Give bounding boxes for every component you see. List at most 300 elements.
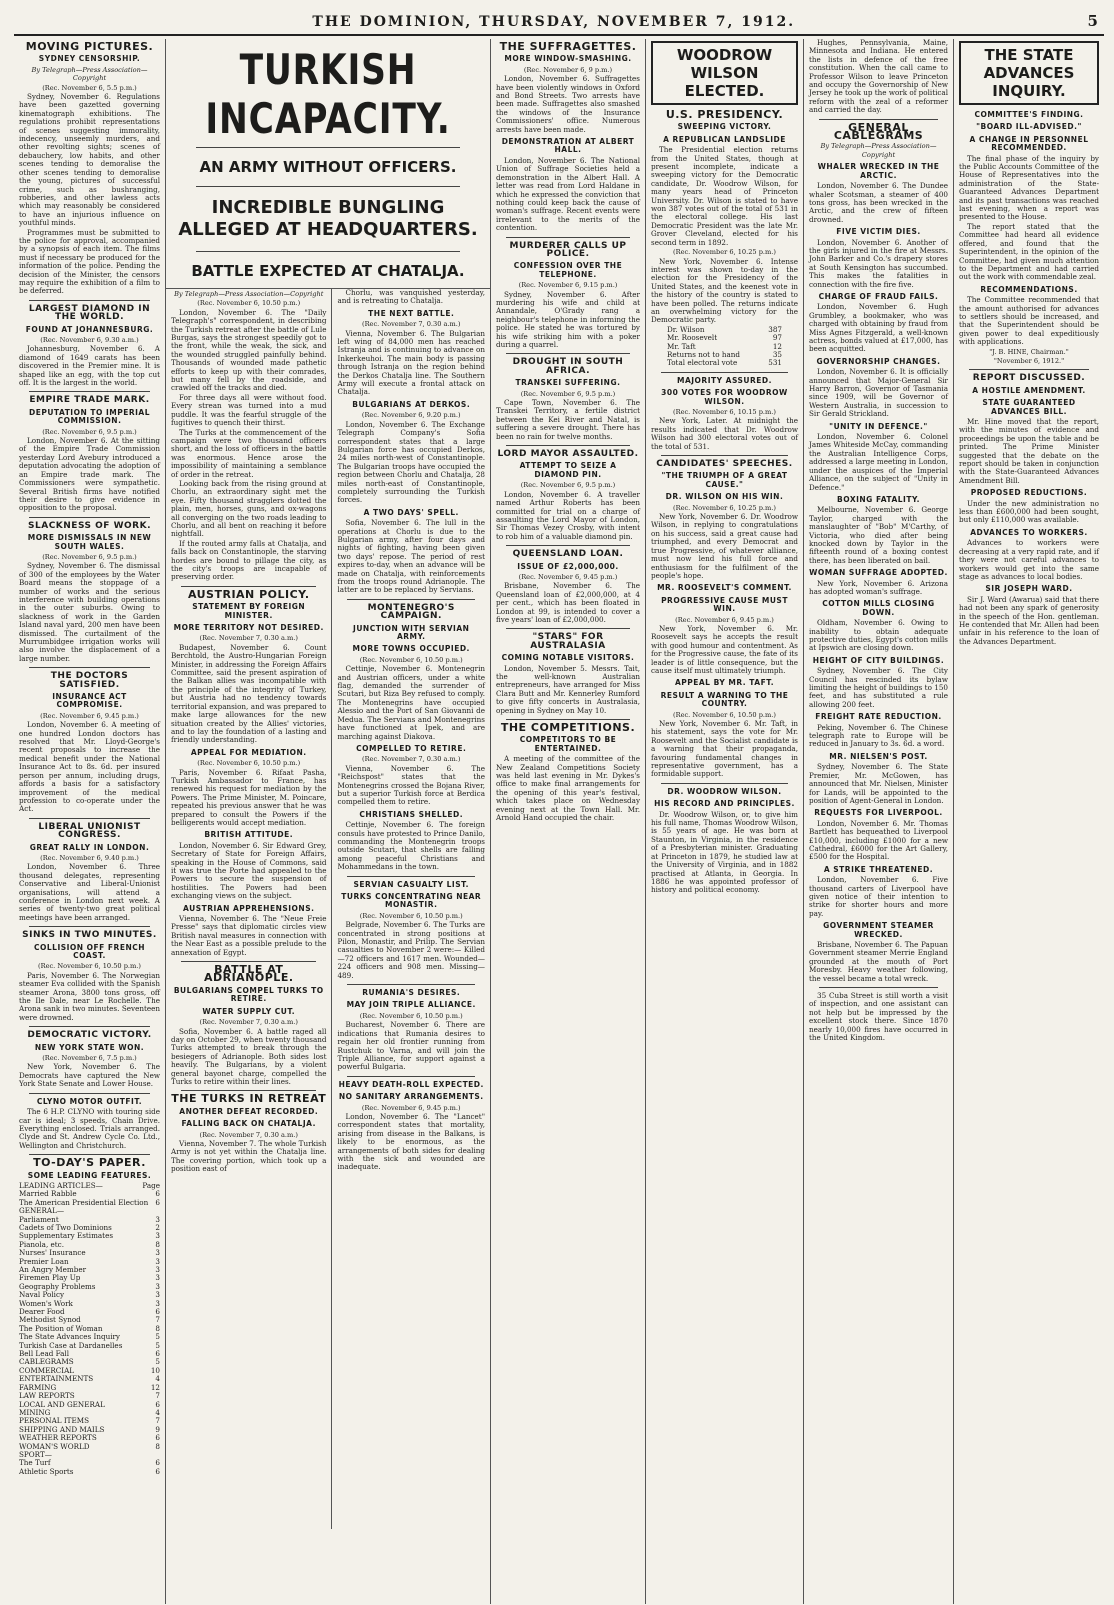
received-line: (Rec. November 6, 10.25 p.m.) [673, 503, 776, 512]
index-page: 3 [155, 1248, 160, 1258]
received-line: (Rec. November 6, 10.25 p.m.) [673, 248, 776, 257]
heading-fire-victim: FIVE VICTIM DIES. [836, 227, 921, 237]
heading-drought: DROUGHT IN SOUTH AFRICA. [512, 357, 624, 376]
divider [29, 1093, 150, 1094]
divider [29, 300, 150, 301]
index-label: Naval Policy [19, 1290, 65, 1300]
heading-montenegro-campaign: MONTENEGRO'S CAMPAIGN. [367, 602, 455, 622]
subheading-wilson-win: DR. WILSON ON HIS WIN. [665, 492, 784, 502]
subheadline-army-without-officers: AN ARMY WITHOUT OFFICERS. [199, 158, 457, 176]
divider [506, 353, 630, 354]
article-paragraph: If the routed army falls at Chatalja, and falls back on Constantinople, the starving hordes are bound to pillage the city, as the city's troops are incapable of preserving order. [171, 538, 327, 582]
subheading-hostile-amendment: A HOSTILE AMENDMENT. [972, 385, 1086, 395]
subheading-water-supply: WATER SUPPLY CUT. [202, 1006, 296, 1016]
vote-candidate: Total electoral vote [667, 358, 738, 368]
article-paragraph: Sydney, November 6. The dismissal of 300 of the employees by the Water Board means the stoppage of a number of works and the serious interference with building operations in the outer suburbs. Owing to slackness of work in the Garden Island naval yard, 200 men have been dismissed. The curtailment of the Murrumbidgee irrigation works will also involve the displacement of a large number. [19, 561, 160, 663]
subheading-dismissals: MORE DISMISSALS IN NEW SOUTH WALES. [27, 533, 152, 551]
subheading-warning: RESULT A WARNING TO THE COUNTRY. [660, 690, 789, 709]
divider [29, 926, 150, 927]
divider [29, 818, 150, 819]
page-number: 5 [1087, 12, 1098, 30]
index-page: 6 [155, 1458, 160, 1468]
article-paragraph: Paris, November 6. Rifaat Pasha, Turkish Ambassador to France, has renewed his request for mediation by the Powers. The Prime Minister, M. Poincare, repeated his previous answer that he was prepared to consult the Powers if the belligerents would accept mediation. [171, 767, 327, 827]
article-paragraph: For three days all were without food. Every strean was turned into a mud puddle. It was the fearful struggle of the fugitives to quench their thirst. [171, 392, 327, 428]
index-page: 3 [155, 1273, 160, 1283]
subheading-falling-back: FALLING BACK ON CHATALJA. [181, 1119, 316, 1129]
article-paragraph: Vienna, November 6. The "Reichspost" states that the Montenegrins crossed the Bojana River, but a superior Turkish force at Berdica compelled them to retire. [337, 763, 485, 807]
subheading-board-ill-advised: "BOARD ILL-ADVISED." [976, 122, 1082, 132]
article-paragraph: Looking back from the rising ground at Chorlu, an extraordinary sight met the eye. Fifty thousand stragglers dotted the plain, men, horses, guns, and ox-wagons all converging on the two roads leading to Chorlu, and all bent on reaching it before nightfall. [171, 478, 327, 539]
article-paragraph: London, November 6. Suffragettes have been violently windows in Oxford and Bond Streets. Two arrests have been made. Suffragettes also smashed the windows of the Insurance Commissioners' office. Numerous arrests have been made. [496, 74, 640, 134]
received-line: (Rec. November 6, 10.50 p.m.) [197, 299, 301, 308]
divider [29, 391, 150, 392]
divider [819, 987, 938, 988]
subheading-territory: MORE TERRITORY NOT DESIRED. [173, 623, 324, 633]
article-paragraph: Chorlu, was vanquished yesterday, and is retreating to Chatalja. [337, 289, 485, 306]
heading-todays-paper: TO-DAY'S PAPER. [33, 1156, 146, 1170]
heading-unity-defence: "UNITY IN DEFENCE." [829, 421, 928, 431]
article-paragraph: Melbourne, November 6. George Taylor, charged with the manslaughter of "Bob" M'Carthy, of Victoria, who died after being knocked down by Taylor in the fifteenth round of a boxing contest there, has been liberated on bail. [809, 505, 948, 565]
subheading-transkei: TRANSKEI SUFFERING. [515, 378, 621, 388]
article-paragraph: The final phase of the inquiry by the Public Accounts Committee of the House of Representatives into the administration of the State-Guaranteed Advances Department and its past transactions was reached last evening, when a report was presented to the House. [959, 153, 1099, 222]
heading-charge-fraud: CHARGE OF FRAUD FAILS. [818, 291, 939, 301]
column-7 [954, 39, 1104, 1604]
article-paragraph: New York, November 6. The Democrats have captured the New York State Senate and Lower House. [19, 1062, 160, 1089]
index-label: Cadets of Two Dominions [19, 1222, 112, 1232]
heading-democratic-victory: DEMOCRATIC VICTORY. [27, 1030, 152, 1041]
turkish-section [166, 39, 491, 1604]
article-paragraph: New York, November 6. Dr. Woodrow Wilson, in replying to congratulations on his success, said a great cause had triumphed, and every Democrat and true Progressive, of whatever alliance, must now lend his full force and enthusiasm for the fulfilment of the people's hope. [651, 512, 798, 580]
divider [181, 1090, 316, 1091]
subheading-more-towns: MORE TOWNS OCCUPIED. [352, 644, 470, 654]
subheading-great-rally: GREAT RALLY IN LONDON. [29, 842, 150, 852]
article-paragraph: Sydney, November 6. The State Premier, Mr. McGowen, has announced that Mr. Nielsen, Minister for Lands, will be appointed to the position of Agent-General in London. [809, 762, 948, 805]
article-paragraph: London, November 6. The Exchange Telegraph Company's Sofia correspondent states that a large Bulgarian force has occupied Derkos, 24 miles north-west of Constantinople. The Bulgarian troops have occupied the region between Chorlu and Chatalja, 28 miles north-east of Constantinople, completely surrounding the Turkish forces. [337, 419, 485, 505]
column-2 [166, 289, 332, 1529]
article-paragraph: Sydney, November 6. After murdering his wife and child at Annandale, O'Grady rang a neighbour's telephone in informing the police. He stated he was tortured by his wife striking him with a poker during a quarrel. [496, 289, 640, 349]
index-page: 5 [155, 1332, 160, 1342]
divider [347, 876, 475, 877]
index-label: Parliament [19, 1214, 59, 1224]
received-line: (Rec. November 6, 9.5 p.m.) [42, 552, 137, 561]
index-label: The Position of Woman [19, 1323, 103, 1333]
divider [29, 517, 150, 518]
received-line: (Rec. November 6, 9.30 a.m.) [40, 336, 139, 344]
vote-candidate: Returns not to hand [667, 349, 740, 359]
index-page: 7 [155, 1416, 160, 1426]
received-line: (Rec. November 6, 9.45 p.m.) [518, 572, 618, 581]
index-page: 5 [155, 1340, 160, 1350]
subheading-advances-bill: STATE GUARANTEED ADVANCES BILL. [982, 398, 1076, 416]
heading-freight-rate: FREIGHT RATE REDUCTION. [815, 712, 942, 722]
received-line: (Rec. November 7, 0.30 a.m.) [199, 1130, 298, 1139]
subheading-sydney-censorship: SYDNEY CENSORSHIP. [38, 54, 141, 64]
article-paragraph: London, November 6. Another of the girls injured in the fire at Messrs. John Barker and Co.'s drapery stores at South Kensington has succumbed. This makes the fatalities in connection with the fire five. [809, 237, 948, 289]
date-line: "November 6, 1912." [993, 356, 1065, 365]
divider [347, 1076, 475, 1077]
heading-queensland-loan: QUEENSLAND LOAN. [512, 549, 624, 560]
subheadline-incredible-bungling: INCREDIBLE BUNGLING ALLEGED AT HEADQUARTERS. [178, 197, 478, 240]
article-paragraph: London, November 6. Three thousand delegates, representing Conservative and Liberal-Unionist organisations, will attend a conference in London next week. A series of twenty-two great political meetings have been arranged. [19, 862, 160, 922]
heading-british-attitude: BRITISH ATTITUDE. [204, 830, 294, 840]
divider [506, 237, 630, 238]
article-paragraph: Brisbane, November 6. The Queensland loan of £2,000,000, at 4 per cent., which has been floated in London at 99, is intended to cover a five years' loan of £2,000,000. [496, 581, 640, 624]
article-paragraph: New York, November 6. Mr. Roosevelt says he accepts the result with good humour and contentment. As for the Progressive cause, the fate of its leader is of little consequence, but the cause itself must ultimately triumph. [651, 623, 798, 675]
article-paragraph: Cape Town, November 6. The Transkei Territory, a fertile district between the Kei River and Natal, is suffering a severe drought. There has been no rain for twelve months. [496, 398, 640, 441]
divider [181, 586, 316, 587]
index-label: MINING [19, 1407, 51, 1417]
index-page: 3 [155, 1265, 160, 1274]
received-line: (Rec. November 6, 9.15 p.m.) [518, 281, 618, 290]
subheading-window-smashing: MORE WINDOW-SMASHING. [504, 54, 632, 64]
divider [819, 119, 938, 120]
subheading-new-york-state: NEW YORK STATE WON. [34, 1042, 145, 1052]
index-label: Athletic Sports [19, 1466, 74, 1476]
received-line: (Rec. November 6, 10.50 p.m.) [197, 759, 301, 768]
article-paragraph: New York, November 6. Intense interest was shown to-day in the election for the Presidency of the United States, and the keenest vote in the history of the country is stated to have been polled. The returns indicate an overwhelming victory for the Democratic party. [651, 256, 798, 325]
subheading-another-defeat: ANOTHER DEFEAT RECORDED. [179, 1106, 319, 1116]
received-line: (Rec. November 6, 9.45 p.m.) [675, 615, 774, 624]
article-paragraph: Sofia, November 6. The lull in the operations at Chorlu is due to the Bulgarian army, after four days and nights of fighting, having been given two days' repose. The period of rest expires to-day, when an advance will be made on Chatalja, with reinforcements from the troops round Adrianople. The latter are to be replaced by Servians. [337, 518, 485, 595]
divider [661, 372, 788, 373]
index-page: 3 [155, 1231, 160, 1241]
heading-recommendations: RECOMMENDATIONS. [980, 284, 1078, 294]
index-label: GENERAL— [19, 1206, 65, 1216]
divider [29, 1154, 150, 1155]
index-page: 6 [155, 1349, 160, 1359]
article-paragraph: London, November 6. Mr. Thomas Bartlett has bequeathed to Liverpool £10,000, including £1000 for a new Cathedral, £6000 for the Art Gallery, £500 for the Hospital. [809, 818, 948, 862]
article-paragraph: Belgrade, November 6. The Turks are concentrated in strong positions at Pilon, Monastir, and Prilip. The Servian casualties to November 2 were:— Killed—72 officers and 1617 men. Wounded—224 officers and 908 men. Missing—489. [337, 920, 485, 980]
index-label: SPORT— [19, 1449, 52, 1459]
article-paragraph: London, November 6. The National Union of Suffrage Societies held a demonstration in the Albert Hall. A letter was read from Lord Haldane in which he expressed the conviction that nothing could keep back the cause of woman's suffrage. Recent events were irrelevant to the merits of the contention. [496, 155, 640, 233]
heading-austrian-apprehensions: AUSTRIAN APPREHENSIONS. [183, 903, 315, 913]
index-label: LOCAL AND GENERAL [19, 1399, 105, 1409]
heading-turks-in-retreat: THE TURKS IN RETREAT [171, 1092, 327, 1106]
article-paragraph: New York, November 6. Arizona has adopted woman's suffrage. [809, 578, 948, 596]
article-paragraph: Sir J. Ward (Awarua) said that there had not been any spark of generosity in the speech of the Hon. gentleman. He contended that Mr. Allen had been unfair in his reference to the loan of the Advances Department. [959, 594, 1099, 646]
article-paragraph: Sydney, November 6. Regulations have been gazetted governing kinematograph exhibitions. The regulations prohibit representations of scenes suggesting immorality, indecency, unseemly murders, and other revolting sights; scenes of debauchery, low habits, and other scenes tending to demoralise the other scenes tending to demoralise the young, pictures of successful crime, such as bushranging, robberies, and other lawless acts which may reasonably be considered to have an injurious influence on youthful minds. [19, 92, 160, 228]
advert-clyno-text: The 6 H.P. CLYNO with touring side car is ideal; 3 speeds, Chain Drive. Everything enclosed. Trials arranged. Clyde and St. Andrew Cycle Co. Ltd., Wellington and Christchurch. [19, 1107, 160, 1150]
vote-count: 35 [772, 349, 782, 359]
index-label: Geography Problems [19, 1281, 96, 1291]
heading-albert-hall: DEMONSTRATION AT ALBERT HALL. [501, 137, 635, 155]
index-page: 3 [155, 1298, 160, 1308]
subheading-issue: ISSUE OF £2,000,000. [517, 561, 619, 571]
received-line: (Rec. November 6, 9.5 p.m.) [42, 427, 137, 436]
index-label: Nurses' Insurance [19, 1248, 86, 1258]
article-paragraph: London, November 6. Sir Edward Grey, Secretary of State for Foreign Affairs, speaking in the House of Commons, said it was true the Porte had appealed to the Powers to secure the suspension of hostilities. The Powers had been exchanging views on the subject. [171, 840, 327, 901]
heading-boxing-fatality: BOXING FATALITY. [837, 494, 920, 504]
divider [29, 667, 150, 668]
vote-candidate: Dr. Wilson [667, 324, 705, 334]
subheading-change-personnel: A CHANGE IN PERSONNEL RECOMMENDED. [969, 134, 1089, 153]
article-paragraph: Sydney, November 6. The City Council has rescinded its bylaw limiting the height of buildings to 150 feet, and has substituted a rule allowing 200 feet. [809, 666, 948, 709]
subheading-triple-alliance: MAY JOIN TRIPLE ALLIANCE. [346, 1000, 476, 1010]
heading-governorship: GOVERNORSHIP CHANGES. [816, 356, 941, 366]
divider [506, 628, 630, 629]
article-paragraph: Oldham, November 6. Owing to inability to obtain adequate protective duties, Egypt's cotton mills at Ipswich are closing down. [809, 618, 948, 653]
article-paragraph: 35 Cuba Street is still worth a visit of inspection, and one assistant can not help but be impressed by the excellent stock there. Since 1870 nearly 10,000 fires have occurred in the United Kingdom. [809, 991, 948, 1043]
vote-count: 12 [772, 341, 782, 351]
index-page: 5 [155, 1357, 160, 1367]
heading-proposed-reductions: PROPOSED REDUCTIONS. [970, 488, 1088, 498]
subheading-progressive-cause: PROGRESSIVE CAUSE MUST WIN. [661, 595, 788, 614]
headline-state-advances-inquiry: THE STATE ADVANCES INQUIRY. [959, 41, 1099, 105]
heading-servian-casualty: SERVIAN CASUALTY LIST. [353, 879, 469, 889]
article-paragraph: Budapest, November 6. Count Berchtold, the Austro-Hungarian Foreign Minister, in addressing the Foreign Affairs Committee, said the present aspiration of the Balkan allies was incompatible with the principle of the integrity of Turkey, but Austria had no tendency towards territorial expansion, and was prepared to make large allowances for the new situation created by the Allies' victories, and to lay the foundation of a lasting and friendly understanding. [171, 642, 327, 745]
heading-murderer: MURDERER CALLS UP POLICE. [509, 240, 627, 259]
article-paragraph: London, November 6. It is officially announced that Major-General Sir Harry Barron, Governor of Tasmania since 1909, will be Governor of Western Australia, in succession to Sir Gerald Strickland. [809, 367, 948, 419]
article-paragraph: New York, November 6. Mr. Taft, in his statement, says the vote for Mr. Roosevelt and the Socialist candidate is a warning that their propaganda, favouring fundamental changes in representative government, has a formidable support. [651, 719, 798, 779]
received-line: (Rec. November 6, 9.40 p.m.) [40, 853, 139, 862]
vote-count: 531 [768, 358, 782, 368]
article-paragraph: Hughes, Pennsylvania, Maine, Minnesota and Indiana. He entered the lists in defence of the free constitution. When the call came to Professor Wilson to leave Princeton and occupy the Governorship of New Jersey he took up the work of political reform with the zeal of a reformer and carried the day. [809, 39, 948, 115]
byline: By Telegraph—Press Association—Copyright [174, 290, 324, 298]
divider [196, 147, 460, 148]
article-paragraph: London, November 6. Hugh Grumbley, a bookmaker, who was charged with obtaining by fraud from Miss Agnes Fitzgerald, a well-known actress, bonds valued at £17,000, has been acquitted. [809, 302, 948, 354]
article-paragraph: Sofia, November 6. A battle raged all day on October 29, when twenty thousand Turks attempted to break through the besiegers of Adrianople. Both sides lost heavily. The Bulgarians, by a violent general bayonet charge, compelled the Turks to retire within their lines. [171, 1026, 327, 1086]
article-paragraph: London, November 6. Five thousand carters of Liverpool have given notice of their intention to strike for shorter hours and more pay. [809, 875, 948, 918]
article-paragraph: Vienna, November 6. The "Neue Freie Presse" says that diplomatic circles view British naval measures in connection with the Near East as a possible prelude to the annexation of Egypt. [171, 914, 327, 957]
article-paragraph: Dr. Woodrow Wilson, or, to give him his full name, Thomas Woodrow Wilson, is 55 years of age. He was born at Staunton, in Virginia, in the residence of a Presbyterian minister. Graduating at Princeton in 1879, he studied law at the University of Virginia, and in 1882 practised at Atlanta, in Georgia. In 1886 he was appointed professor of history and political economy. [651, 809, 798, 895]
index-page: 4 [155, 1407, 160, 1417]
heading-christians-shelled: CHRISTIANS SHELLED. [359, 809, 464, 819]
masthead [14, 10, 1104, 36]
divider [347, 984, 475, 985]
received-line: (Rec. November 6, 10.50 p.m.) [38, 962, 141, 971]
heading-heavy-death-roll: HEAVY DEATH-ROLL EXPECTED. [338, 1079, 484, 1089]
index-label: Methodist Synod [19, 1315, 81, 1325]
heading-requests-liverpool: REQUESTS FOR LIVERPOOL. [814, 808, 943, 818]
divider [661, 783, 788, 784]
index-page: 8 [155, 1323, 160, 1333]
column-5 [646, 39, 804, 1604]
heading-next-battle: THE NEXT BATTLE. [368, 308, 455, 318]
index-label: Premier Loan [19, 1256, 69, 1266]
article-paragraph: London, November 6. The "Daily Telegraph's" correspondent, in describing the Turkish retreat after the battle of Lule Burgas, says the strongest speedily got to the front, while the weak, the sick, and the wounded struggled painfully behind. Thousands of wounded made pathetic efforts to keep up with their comrades, but many fell by the roadside, and crawled off the tracks and died. [171, 307, 327, 393]
heading-empire-trade-mark: EMPIRE TRADE MARK. [29, 395, 150, 406]
divider [969, 369, 1089, 370]
column-6 [804, 39, 954, 1604]
advert-clyno-heading: CLYNO MOTOR OUTFIT. [36, 1096, 143, 1106]
index-page: 8 [155, 1441, 160, 1451]
heading-city-buildings: HEIGHT OF CITY BUILDINGS. [812, 655, 945, 665]
divider [506, 719, 630, 720]
heading-advances-workers: ADVANCES TO WORKERS. [970, 527, 1088, 537]
heading-appeal-mediation: APPEAL FOR MEDIATION. [190, 747, 307, 757]
index-label: The Turf [19, 1458, 51, 1468]
heading-dr-woodrow-wilson: DR. WOODROW WILSON. [667, 786, 782, 796]
index-label: The State Advances Inquiry [19, 1332, 120, 1342]
article-paragraph: Brisbane, November 6. The Papuan Government steamer Merrie England grounded at the mouth of Port Moresby. Heavy weather following, the vessel became a total wreck. [809, 940, 948, 983]
electoral-vote-table [651, 326, 798, 368]
index-page: 6 [155, 1197, 160, 1207]
article-paragraph: A meeting of the committee of the New Zealand Competitions Society was held last evening in Mr. Dykes's office to make final arrangements for the opening of this year's festival, which takes place on Wednesday evening next at the Town Hall. Mr. Arnold Hand occupied the chair. [496, 754, 640, 823]
article-paragraph: New York, Later. At midnight the results indicated that Dr. Woodrow Wilson had 300 electoral votes out of the total of 531. [651, 416, 798, 451]
article-paragraph: The Committee recommended that the amount authorised for advances to settlers should be increased, and that the Superintendent should be given power to deal expeditiously with applications. [959, 295, 1099, 347]
index-label: PERSONAL ITEMS [19, 1416, 90, 1426]
received-line: (Rec. November 6, 9.20 p.m.) [361, 411, 461, 420]
received-line: (Rec. November 6, 9.45 p.m.) [40, 711, 139, 720]
received-line: (Rec. November 6, 9.5 p.m.) [520, 389, 616, 398]
heading-suffragettes: THE SUFFRAGETTES. [499, 40, 637, 53]
article-paragraph: Programmes must be submitted to the police for approval, accompanied by a synopsis of each item. The films must if necessary be produced for the information of the police. Pending the decision of the Minister, the censors may require the exhibition of a film to be deferred. [19, 227, 160, 296]
divider [196, 186, 460, 187]
index-label: COMMERCIAL [19, 1365, 75, 1375]
subheading-great-cause: "THE TRIUMPH OF A GREAT CAUSE." [661, 471, 788, 489]
index-label: CABLEGRAMS [19, 1357, 74, 1367]
index-label: Married Rabble [19, 1189, 77, 1199]
subheading-insurance-act: INSURANCE ACT COMPROMISE. [52, 692, 127, 710]
heading-lord-mayor: LORD MAYOR ASSAULTED. [497, 449, 639, 460]
index-label: Bell Lead Fall [19, 1349, 69, 1359]
article-paragraph: The report stated that the Committee had heard all evidence offered, and found that the Superintendent, in the opinion of the Committee, had given much attention to the Department and had carried out the work with commendable zeal. [959, 221, 1099, 282]
index-label: SHIPPING AND MAILS [19, 1424, 105, 1434]
heading-largest-diamond: LARGEST DIAMOND IN THE WORLD. [28, 303, 151, 323]
index-page: 6 [155, 1307, 160, 1317]
subheading-sweeping-victory: SWEEPING VICTORY. [677, 122, 772, 132]
article-paragraph: London, November 6. The Dundee whaler Scotsman, a steamer of 400 tons gross, has been wrecked in the Arctic, and the crew of fifteen drowned. [809, 181, 948, 224]
heading-rumania-desires: RUMANIA'S DESIRES. [362, 988, 461, 998]
index-label: WEATHER REPORTS [19, 1433, 97, 1443]
received-line: (Rec. November 6, 10.50 p.m.) [359, 655, 463, 664]
index-label: ENTERTAINMENTS [19, 1374, 94, 1384]
subheadline-battle-chatalja: BATTLE EXPECTED AT CHATALJA. [191, 262, 465, 280]
heading-liberal-unionist: LIBERAL UNIONIST CONGRESS. [38, 821, 141, 841]
subheading-record: HIS RECORD AND PRINCIPLES. [654, 799, 795, 809]
subheading-diamond-pin: ATTEMPT TO SEIZE A DIAMOND PIN. [519, 461, 617, 479]
heading-stars-australasia: "STARS" FOR AUSTRALASIA [530, 632, 606, 651]
heading-cotton-mills: COTTON MILLS CLOSING DOWN. [822, 599, 935, 617]
headline-turkish-incapacity: TURKISH INCAPACITY. [205, 45, 451, 143]
received-line: (Rec. November 6, 10.50 p.m.) [359, 911, 463, 920]
heading-slackness-of-work: SLACKNESS OF WORK. [28, 520, 151, 531]
vote-count: 387 [768, 324, 782, 334]
divider [181, 961, 316, 962]
received-line: (Rec. November 7, 0.30 a.m.) [362, 320, 461, 329]
subheading-notable-visitors: COMING NOTABLE VISITORS. [501, 653, 635, 663]
subheading-collision: COLLISION OFF FRENCH COAST. [34, 942, 145, 960]
heading-battle-adrianople: BATTLE AT ADRIANOPLE. [203, 963, 294, 985]
byline: By Telegraph—Press Association—Copyright [31, 65, 148, 83]
heading-sir-joseph-ward: SIR JOSEPH WARD. [985, 584, 1073, 594]
heading-austrian-policy: AUSTRIAN POLICY. [187, 587, 310, 601]
heading-competitions: THE COMPETITIONS. [500, 721, 636, 735]
article-paragraph: Cettinje, November 6. Montenegrin and Austrian officers, under a white flag, demanded the surrender of Scutari, but Riza Bey refused to comply. The Montenegrins have occupied Alessio and the Port of San Giovanni de Medua. The Servians and Montenegrins have functioned at Ipek, and are marching against Diakova. [337, 664, 485, 741]
index-page: 3 [155, 1256, 160, 1266]
subheading-leading-features: SOME LEADING FEATURES. [27, 1170, 152, 1180]
heading-steamer-wrecked: GOVERNMENT STEAMER WRECKED. [823, 921, 934, 939]
index-page: 4 [155, 1374, 160, 1384]
subheading-republican-landslide: A REPUBLICAN LANDSLIDE [663, 134, 786, 144]
subheading-300-votes: 300 VOTES FOR WOODROW WILSON. [661, 388, 788, 406]
column-1 [14, 39, 166, 1604]
masthead-title: THE DOMINION, THURSDAY, NOVEMBER 7, 1912. [312, 14, 796, 30]
index-page: 3 [155, 1290, 160, 1300]
heading-compelled-retire: COMPELLED TO RETIRE. [356, 743, 467, 753]
divider [506, 545, 630, 546]
index-label: An Angry Member [19, 1265, 87, 1274]
subheading-monastir: TURKS CONCENTRATING NEAR MONASTIR. [341, 892, 482, 910]
heading-strike-threatened: A STRIKE THREATENED. [823, 864, 934, 874]
divider [506, 445, 630, 446]
index-label: LAW REPORTS [19, 1391, 75, 1401]
turkish-columns [166, 289, 490, 1529]
index-page: 6 [155, 1433, 160, 1443]
index-page: 6 [155, 1189, 160, 1199]
index-label: WOMAN'S WORLD [19, 1441, 90, 1451]
subheading-junction: JUNCTION WITH SERVIAN ARMY. [353, 623, 470, 642]
index-label: Dearer Food [19, 1307, 65, 1317]
heading-sinks-two-minutes: SINKS IN TWO MINUTES. [22, 930, 157, 941]
heading-general-cablegrams: GENERAL CABLEGRAMS [833, 120, 924, 143]
received-line: (Rec. November 6, 10.50 p.m.) [673, 710, 776, 719]
index-page: 12 [150, 1382, 160, 1392]
subheading-foreign-minister: STATEMENT BY FOREIGN MINISTER. [192, 602, 306, 620]
features-index [19, 1182, 160, 1476]
headline-woodrow-wilson-elected: WOODROW WILSON ELECTED. [651, 41, 798, 105]
index-page: Page [142, 1180, 160, 1190]
index-page: 2 [155, 1222, 160, 1232]
subheading-committee-finding: COMMITTEE'S FINDING. [974, 110, 1084, 119]
article-paragraph: London, November 6. Colonel James Whiteside McCay, commanding the Australian Intelligence Corps, addressed a large meeting in London, under the auspices of the Imperial Alliance, on the subject of "Unity in Defence." [809, 432, 948, 492]
columns [14, 39, 1104, 1604]
vote-candidate: Mr. Taft [667, 341, 696, 351]
received-line: (Rec. November 6, 7.5 p.m.) [42, 1054, 137, 1063]
index-label: Firemen Play Up [19, 1273, 81, 1283]
article-paragraph: Bucharest, November 6. There are indications that Rumania desires to regain her old frontier running from Rustchuk to Varna, and will join the Triple Alliance, for support against a powerful Bulgaria. [337, 1020, 485, 1072]
article-paragraph: Peking, November 6. The Chinese telegraph rate to Europe will be reduced in January to 3s. 6d. a word. [809, 722, 948, 749]
divider [347, 599, 475, 600]
column-4 [491, 39, 646, 1604]
received-line: (Rec. November 6, 10.50 p.m.) [359, 1011, 463, 1020]
heading-whaler-wrecked: WHALER WRECKED IN THE ARCTIC. [817, 162, 940, 180]
heading-bulgarians-derkos: BULGARIANS AT DERKOS. [352, 399, 471, 409]
heading-two-days-spell: A TWO DAYS' SPELL. [363, 507, 459, 517]
heading-majority-assured: MAJORITY ASSURED. [677, 375, 772, 385]
turkish-headline-block [166, 45, 490, 289]
received-line: (Rec. November 6, 9.45 p.m.) [361, 1103, 461, 1112]
index-label: LEADING ARTICLES— [19, 1180, 103, 1190]
article-paragraph: The Presidential election returns from the United States, though at present incomplete, indicate a sweeping victory for the Democratic candidate, Dr. Woodrow Wilson, for many years head of Princeton University. Dr. Wilson is stated to have won 387 votes out of the total of 531 in the electoral college. His last Democratic President was the late Mr. Grover Cleveland, elected for his second term in 1892. [651, 145, 798, 247]
heading-moving-pictures: MOVING PICTURES. [25, 40, 154, 53]
received-line: (Rec. November 7, 0.30 a.m.) [199, 634, 298, 643]
article-paragraph: Johannesburg, November 6. A diamond of 1649 carats has been discovered in the Premier mine. It is shaped like an egg, with the top cut off. It is the largest in the world. [19, 344, 160, 388]
index-label: Turkish Case at Dardanelles [19, 1340, 123, 1350]
heading-appeal-taft: APPEAL BY MR. TAFT. [674, 678, 775, 688]
divider [661, 455, 788, 456]
signature-line: "J. B. HINE, Chairman." [989, 347, 1069, 356]
subheading-confession: CONFESSION OVER THE TELEPHONE. [513, 261, 623, 279]
article-paragraph: London, November 6. At the sitting of the Empire Trade Commission yesterday Lord Avebury introduced a deputation advocating the adoption of an Empire trade mark. The Commissioners were sympathetic. Several British firms have notified their desire to give evidence in opposition to the proposal. [19, 436, 160, 513]
vote-candidate: Mr. Roosevelt [667, 333, 718, 343]
heading-report-discussed: REPORT DISCUSSED. [972, 373, 1086, 384]
divider [196, 251, 460, 252]
received-line: (Rec. November 7, 0.30 a.m.) [362, 755, 461, 764]
index-page: 9 [155, 1424, 160, 1434]
index-page: 7 [155, 1391, 160, 1401]
subheading-compel-turks: BULGARIANS COMPEL TURKS TO RETIRE. [173, 985, 324, 1004]
index-row [19, 1468, 160, 1476]
subheading-sanitary: NO SANITARY ARRANGEMENTS. [338, 1092, 484, 1102]
received-line: (Rec. November 6, 10.15 p.m.) [673, 408, 776, 416]
subheading-johannesburg: FOUND AT JOHANNESBURG. [25, 324, 154, 334]
article-paragraph: London, November 6. A meeting of one hundred London doctors has resolved that Mr. Lloyd-George's recent proposals to increase the medical benefit under the National Insurance Act to 8s. 6d. per insured person per annum, including drugs, affords a basis for a satisfactory improvement of the medical profession to co-operate under the Act. [19, 720, 160, 814]
index-label: FARMING [19, 1382, 57, 1392]
index-label: Supplementary Estimates [19, 1231, 114, 1241]
article-paragraph: Under the new administration no less than £600,000 had been sought, but only £110,000 was available. [959, 498, 1099, 525]
index-page: 6 [155, 1466, 160, 1476]
